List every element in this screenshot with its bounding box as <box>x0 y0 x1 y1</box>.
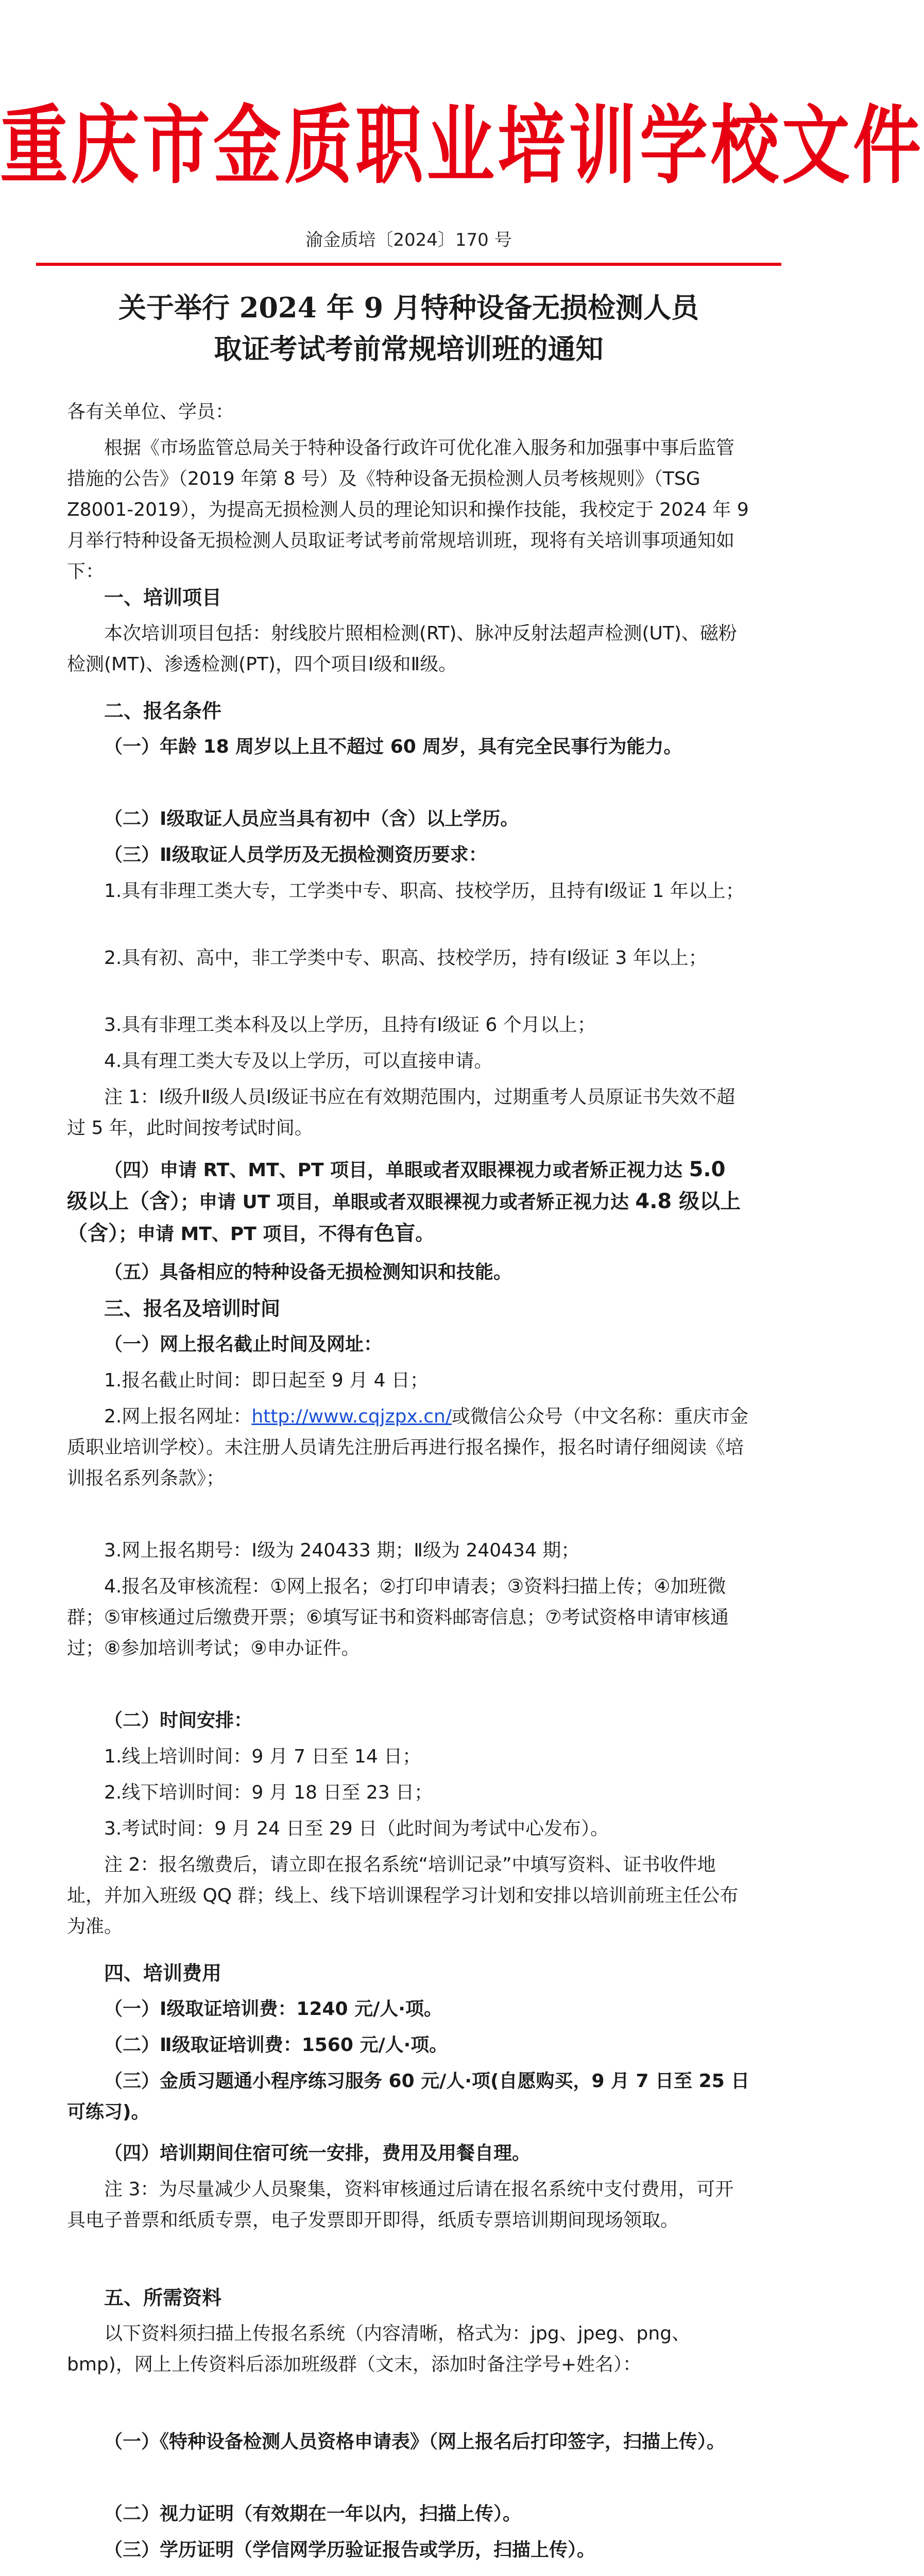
note-2: 注 2：报名缴费后，请立即在报名系统“培训记录”中填写资料、证书收件地址，并加入班级 QQ 群；线上、线下培训课程学习计划和安排以培训前班主任公布为准。 <box>67 1854 739 1937</box>
fee-level2: （二）Ⅱ级取证培训费：1560 元/人·项。 <box>104 2035 448 2056</box>
section-1-heading: 一、培训项目 <box>104 586 222 609</box>
fee-accommodation: （四）培训期间住宿可统一安排，费用及用餐自理。 <box>104 2143 531 2164</box>
fee-level1: （一）Ⅰ级取证培训费：1240 元/人·项。 <box>104 1998 442 2020</box>
condition-age: （一）年龄 18 周岁以上且不超过 60 周岁，具有完全民事行为能力。 <box>104 736 682 757</box>
notice-title-line1: 关于举行 2024 年 9 月特种设备无损检测人员 <box>118 291 699 324</box>
vision-text-b: ；申请 UT 项目，单眼或者双眼裸视力或者矫正视力达 <box>180 1192 636 1213</box>
material-application-form: （一）《特种设备检测人员资格申请表》（网上报名后打印签字，扫描上传）。 <box>104 2431 726 2452</box>
material-old-certificate <box>67 2571 752 2576</box>
registration-process: 4.报名及审核流程：①网上报名；②打印申请表；③资料扫描上传；④加班微群；⑤审核通过后缴费开票；⑥填写证书和资料邮寄信息；⑦考试资格申请审核通过；⑧参加培训考试；⑨申办证件。 <box>67 1576 729 1659</box>
note-1: 注 1：Ⅰ级升Ⅱ级人员Ⅰ级证书应在有效期范围内，过期重考人员原证书失效不超过 5 年，此时间按考试时间。 <box>67 1087 735 1139</box>
condition-skills: （五）具备相应的特种设备无损检测知识和技能。 <box>104 1262 512 1283</box>
vision-text-end: 。 <box>415 1224 434 1245</box>
schedule-offline: 2.线下培训时间：9 月 18 日至 23 日； <box>104 1782 433 1803</box>
greeting: 各有关单位、学员： <box>67 401 234 422</box>
section-3-heading: 三、报名及培训时间 <box>104 1297 281 1320</box>
fee-practice-app: （三）金质习题通小程序练习服务 60 元/人·项(自愿购买，9 月 7 日至 25 日可练习)。 <box>67 2071 750 2123</box>
condition-level2-item2: 2.具有初、高中，非工学类中专、职高、技校学历，持有Ⅰ级证 3 年以上； <box>104 947 707 969</box>
vision-ut: 4.8 级以上（含） <box>67 1190 741 1245</box>
registration-site <box>67 1401 752 1494</box>
materials-intro: 以下资料须扫描上传报名系统（内容清晰，格式为：jpg、jpeg、png、bmp)，网上上传资料后添加班级群（文末，添加时备注学号+姓名）： <box>67 2323 691 2375</box>
section-2-heading: 二、报名条件 <box>104 700 222 722</box>
registration-deadline: 1.报名截止时间：即日起至 9 月 4 日； <box>104 1370 429 1391</box>
online-registration-subheading: （一）网上报名截止时间及网址： <box>104 1334 383 1355</box>
section-4-heading: 四、培训费用 <box>104 1962 222 1985</box>
registration-period: 3.网上报名期号：Ⅰ级为 240433 期；Ⅱ级为 240434 期； <box>104 1540 580 1561</box>
schedule-online: 1.线上培训时间：9 月 7 日至 14 日； <box>104 1746 421 1767</box>
color-blind-term: 色盲 <box>374 1222 416 1245</box>
condition-level2-item1: 1.具有非理工类大专，工学类中专、职高、技校学历，且持有Ⅰ级证 1 年以上； <box>104 880 744 902</box>
intro-paragraph: 根据《市场监管总局关于特种设备行政许可优化准入服务和加强事中事后监管措施的公告》（2019 年第 8 号）及《特种设备无损检测人员考核规则》（TSG Z8001-2019），为提高无损检测人员的理论知识和操作技能，我校定于 2024 年 9 月举行特种设备无损检测人员取证考试考前常规培训班，现将有关培训事项通知如下： <box>67 437 749 582</box>
schedule-exam: 3.考试时间：9 月 24 日至 29 日（此时间为考试中心发布）。 <box>104 1818 609 1839</box>
section-5-heading: 五、所需资料 <box>104 2286 222 2309</box>
vision-text-a: （四）申请 RT、MT、PT 项目，单眼或者双眼裸视力或者矫正视力达 <box>104 1160 689 1181</box>
document-header-title: 重庆市金质职业培训学校文件 <box>0 96 924 196</box>
notice-title-line2: 取证考试考前常规培训班的通知 <box>214 332 604 365</box>
registration-site-desc: 或微信公众号（中文名称：重庆市金质职业培训学校）。未注册人员请先注册后再进行报名操作，报名时请仔细阅读《培训报名系列条款》； <box>67 1406 749 1489</box>
condition-level2-item3: 3.具有非理工类本科及以上学历，且持有Ⅰ级证 6 个月以上； <box>104 1014 596 1036</box>
condition-level2-item4: 4.具有理工类大专及以上学历，可以直接申请。 <box>104 1050 493 1072</box>
material-education-proof: （三）学历证明（学信网学历验证报告或学历，扫描上传）。 <box>104 2539 596 2561</box>
condition-level2-education: （三）Ⅱ级取证人员学历及无损检测资历要求： <box>104 844 487 866</box>
vision-rt-mt-pt: 5.0 级以上（含） <box>67 1158 726 1213</box>
material-vision-proof: （二）视力证明（有效期在一年以内，扫描上传）。 <box>104 2503 522 2524</box>
registration-site-link[interactable]: http://www.cqjzpx.cn/ <box>251 1406 452 1427</box>
condition-level1-education: （二）Ⅰ级取证人员应当具有初中（含）以上学历。 <box>104 808 519 829</box>
schedule-subheading: （二）时间安排： <box>104 1710 253 1731</box>
vision-text-c: ；申请 MT、PT 项目，不得有 <box>118 1224 374 1245</box>
condition-vision <box>67 1154 752 1250</box>
registration-site-label: 2.网上报名网址： <box>104 1406 252 1427</box>
note-3: 注 3：为尽量减少人员聚集，资料审核通过后请在报名系统中支付费用，可开具电子普票和纸质专票，电子发票即开即得，纸质专票培训期间现场领取。 <box>67 2179 734 2231</box>
document-number: 渝金质培〔2024〕170 号 <box>305 230 512 250</box>
red-divider <box>36 263 781 266</box>
section-1-body: 本次培训项目包括：射线胶片照相检测(RT)、脉冲反射法超声检测(UT)、磁粉检测(MT)、渗透检测(PT)，四个项目Ⅰ级和Ⅱ级。 <box>67 623 737 675</box>
